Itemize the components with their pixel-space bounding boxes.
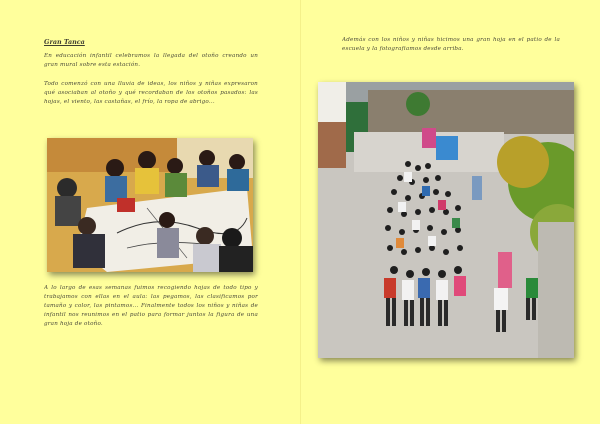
intro-paragraph: En educación infantil celebramos la llegada del otoño creando un gran mural sobre esta estación. [44, 53, 258, 68]
section-title: Gran Tanca [44, 38, 85, 46]
activity-paragraph: A lo largo de esas semanas fuimos recogiendo hojas de todo tipo y trabajamos con ellas en el aula: las pegamos, las clasificamos por tamaño y color, las pintamos... Finalmente todos los niños y niñas de infantil nos reunimos en el patio para formar juntos la figura de una gran hoja de otoño. [44, 285, 258, 327]
photo-caption: Además con los niños y niñas hicimos una gran hoja en el patio de la escuela y la fotografiamos desde arriba. [342, 37, 560, 52]
classroom-photo [47, 138, 253, 272]
playground-photo [318, 82, 574, 358]
page-fold [300, 0, 301, 424]
ideas-paragraph: Todo comenzó con una lluvia de ideas, los niños y niñas expresaron qué asociaban al otoño y qué recordaban de los otoños pasados: las hojas, el viento, las castañas, el frío, la ropa de abrigo... [44, 81, 258, 105]
